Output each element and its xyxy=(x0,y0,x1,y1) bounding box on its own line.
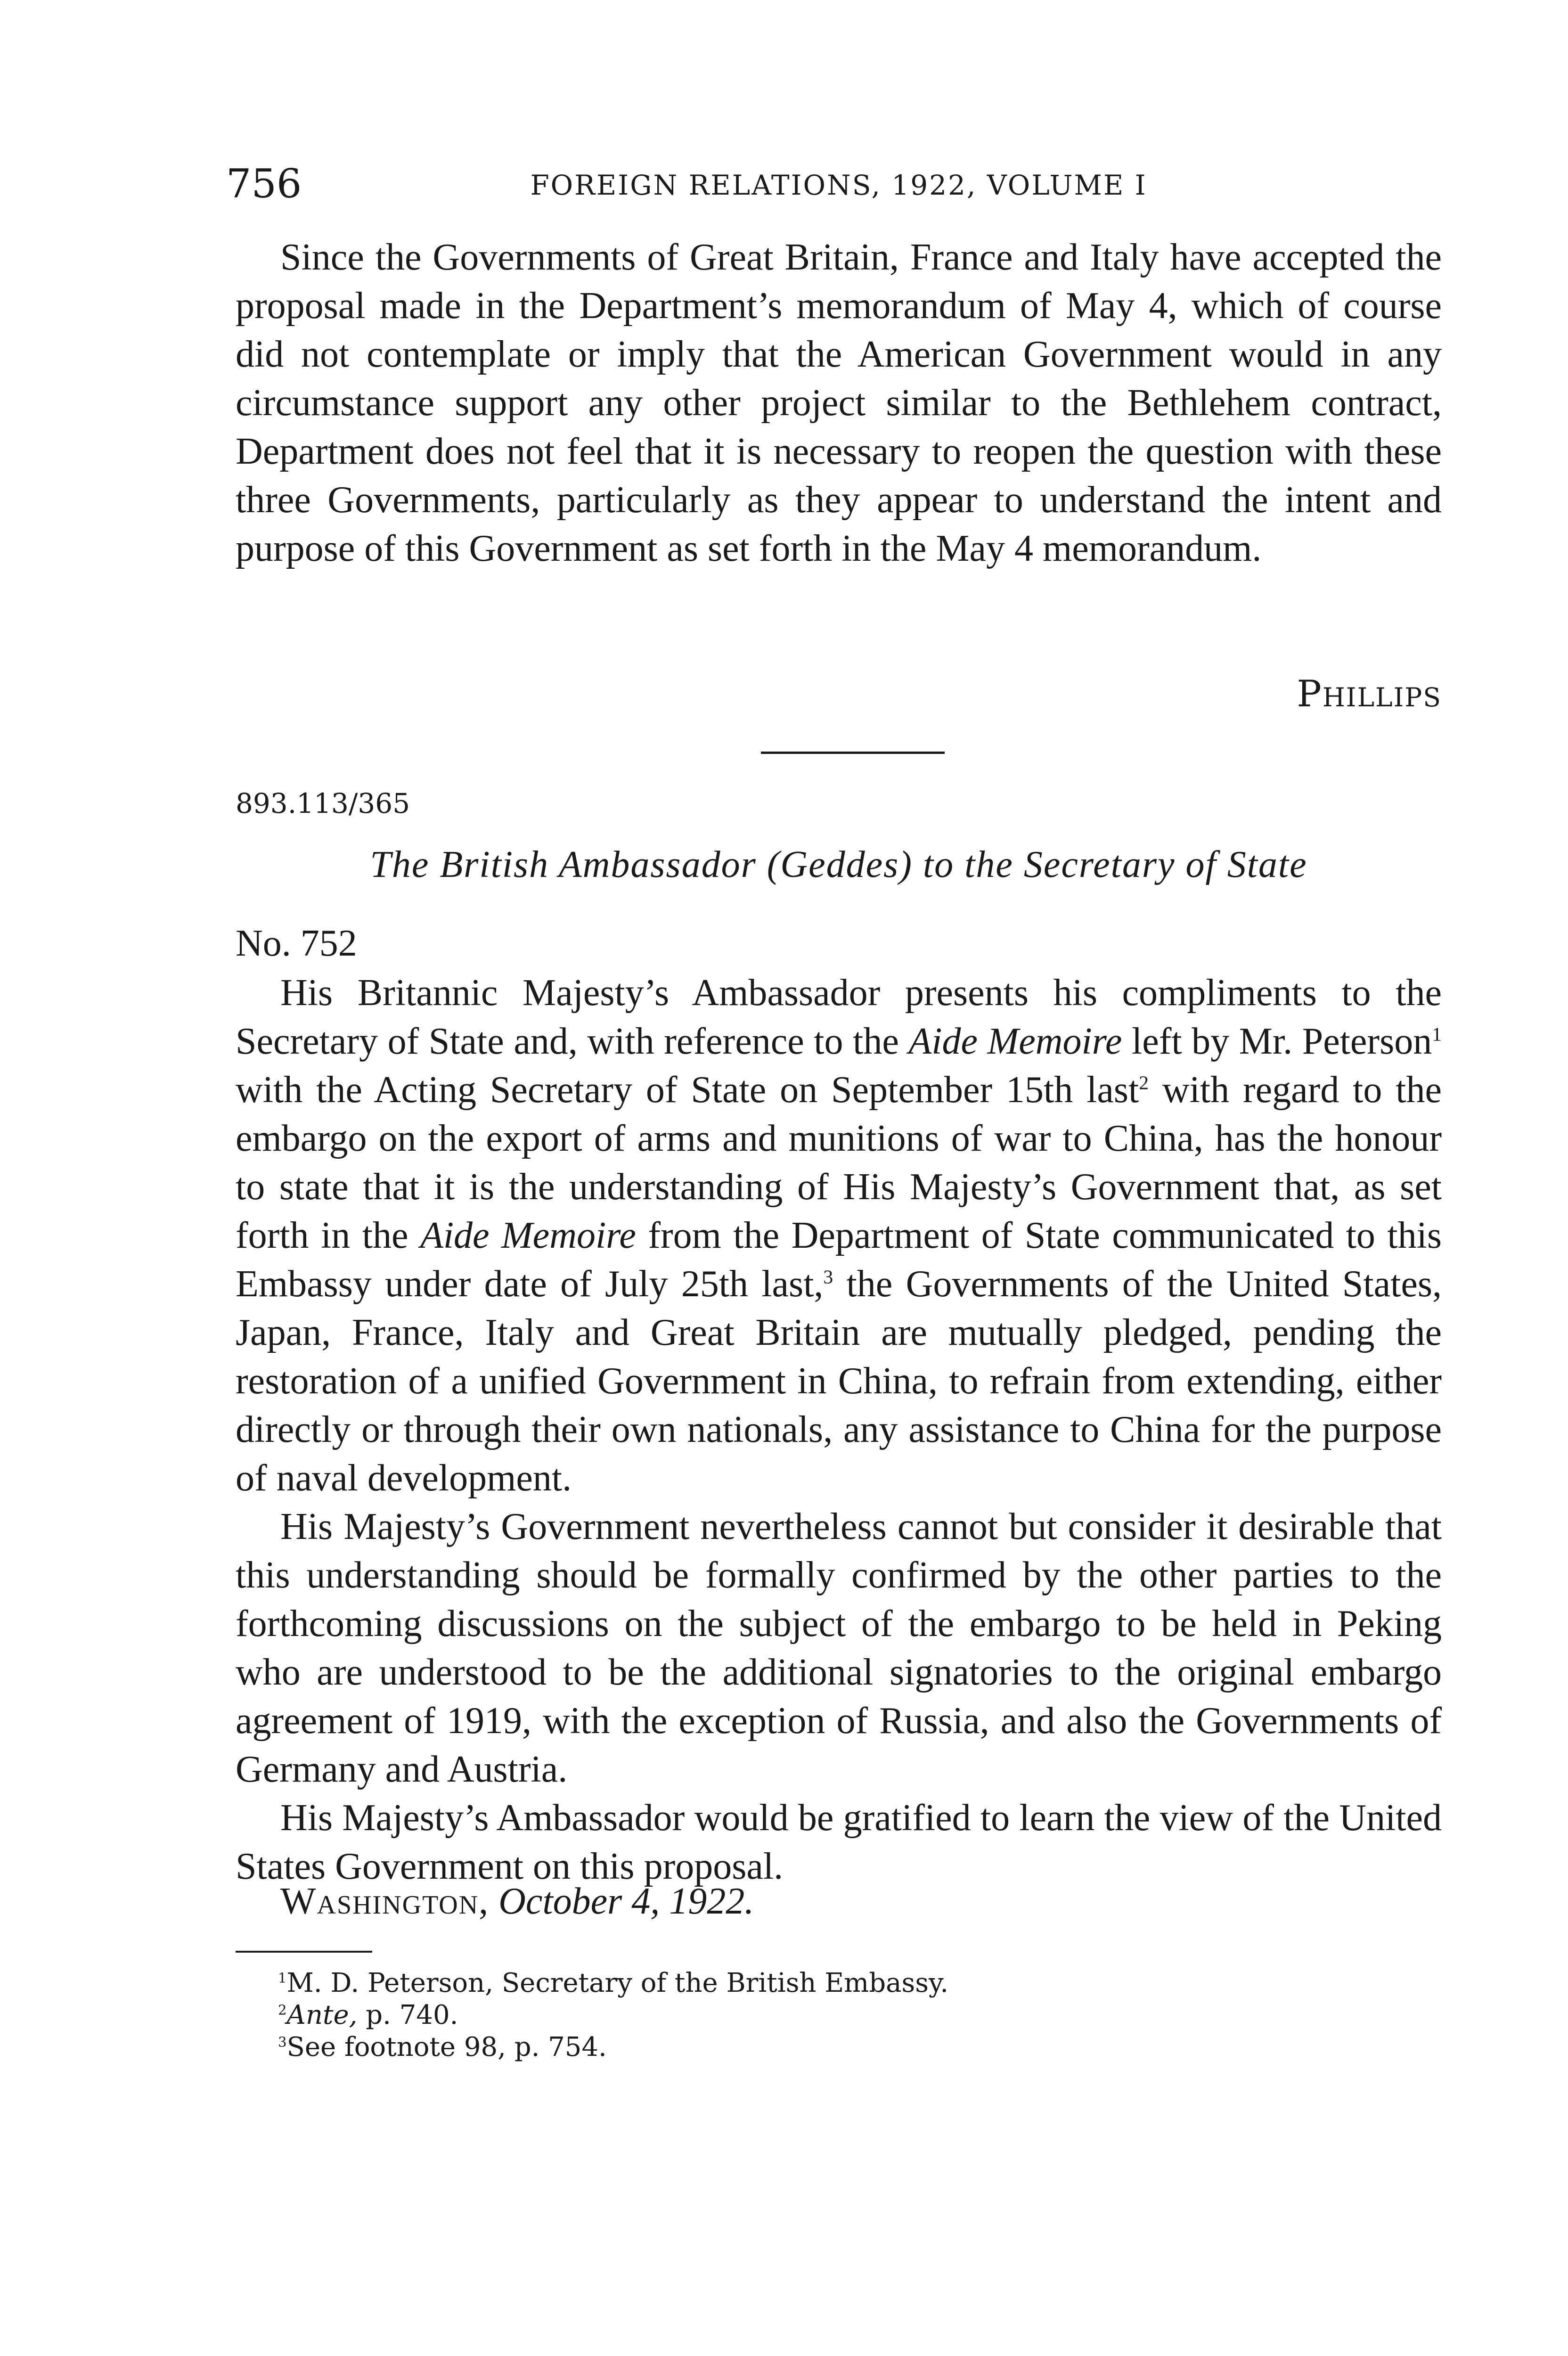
running-head: FOREIGN RELATIONS, 1922, VOLUME I xyxy=(530,169,1147,201)
body-paragraph-3: His Majesty’s Ambassador would be gratified to learn the view of the United States Government on this proposal. xyxy=(236,1797,1442,1887)
previous-document-paragraph: Since the Governments of Great Britain, France and Italy have accepted the proposal made in the Department’s memorandum of May 4, which of course did not contemplate or imply that the American Government would in any circumstance support any other project similar to the Bethlehem contract, Department does not feel that it is necessary to reopen the question with these three Governments, particularly as they appear to understand the intent and purpose of this Government as set forth in the May 4 memorandum. xyxy=(236,237,1442,569)
footnotes xyxy=(278,1967,1409,2063)
section-divider xyxy=(761,752,945,754)
footnote-2: $^2$Ante, p. 740. xyxy=(278,2000,458,2030)
footnote-3: $^3$See footnote 98, p. 754. xyxy=(278,2032,607,2062)
document-body xyxy=(236,969,1442,1891)
body-paragraph-2: His Majesty’s Government nevertheless cannot but consider it desirable that this understanding should be formally confirmed by the other parties to the forthcoming discussions on the subject of the embargo to be held in Peking who are understood to be the additional signatories to the original embargo agreement of 1919, with the exception of Russia, and also the Governments of Germany and Austria. xyxy=(236,1506,1442,1790)
aide-memoire-term: Aide Memoire xyxy=(420,1215,636,1256)
document-title: The British Ambassador (Geddes) to the Secretary of State xyxy=(370,844,1307,885)
dateline xyxy=(280,1878,754,1925)
footnote-ref-1: 1 xyxy=(1432,1023,1442,1045)
footnote-1: $^1$M. D. Peterson, Secretary of the British Embassy. xyxy=(278,1968,948,1998)
page-header xyxy=(226,160,1451,212)
footnote-ref-3: 3 xyxy=(823,1266,833,1288)
body-paragraph-1: His Britannic Majesty’s Ambassador presents his compliments to the Secretary of State and, with reference to the Aide Memoire left by Mr. Peterson$^1$ with the Acting Secretary of State on September 15th last$^2$ with regard to the embargo on the export of arms and munitions of war to China, has the honour to state that it is the understanding of His Majesty’s Government that, as set forth in the Aide Memoire from the Department of State communicated to this Embassy under date of July 25th last,$^3$ the Governments of the United States, Japan, France, Italy and Great Britain are mutually pledged, pending the restoration of a unified Government in China, to refrain from extending, either directly or through their own nationals, any assistance to China for the purpose of naval development. xyxy=(236,972,1442,1499)
previous-document-body xyxy=(236,233,1442,573)
signature-phillips: Phillips xyxy=(1297,673,1442,715)
page-number: 756 xyxy=(226,161,302,207)
footnote-ref-2: 2 xyxy=(1139,1072,1149,1094)
aide-memoire-term: Aide Memoire xyxy=(908,1021,1122,1062)
file-number: 893.113/365 xyxy=(236,787,410,819)
dateline-date: October 4, 1922. xyxy=(498,1881,754,1922)
dateline-place: Washington, xyxy=(280,1881,490,1922)
footnote-rule xyxy=(236,1951,372,1953)
document-number: No. 752 xyxy=(236,923,357,964)
